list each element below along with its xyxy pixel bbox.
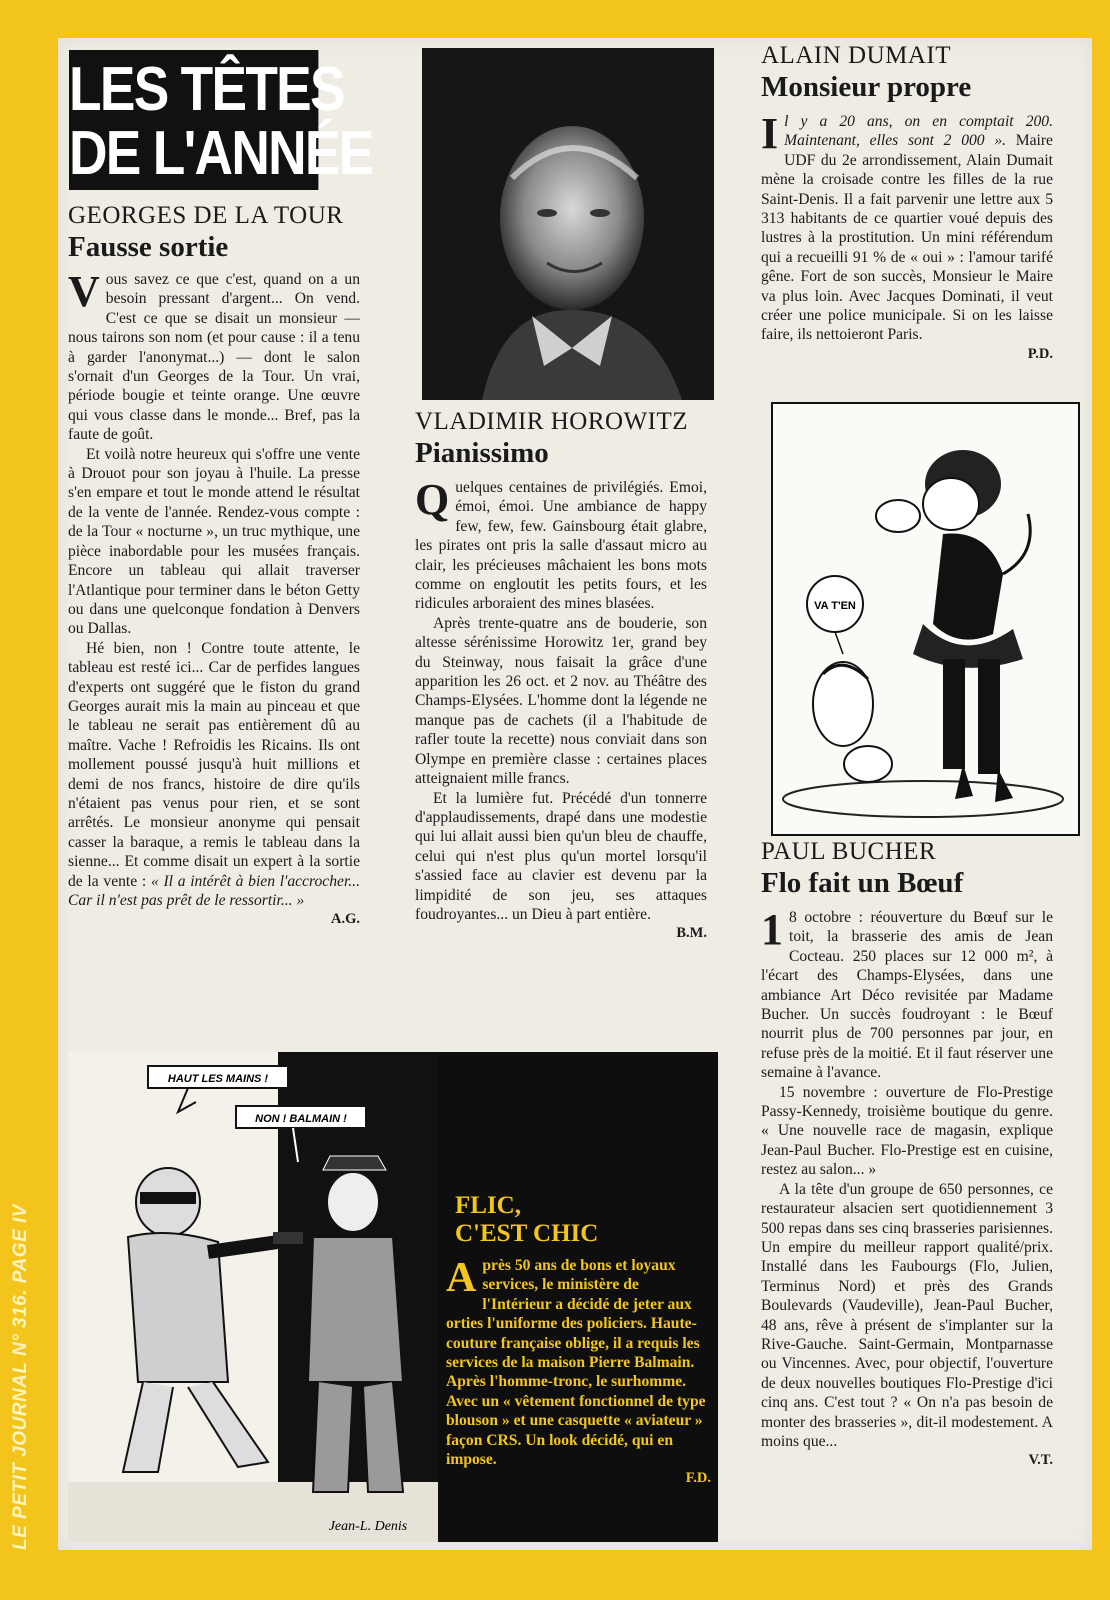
banner-line-2: DE L'ANNÉE <box>69 119 373 188</box>
dumait-headline: Monsieur propre <box>761 71 972 103</box>
bucher-headline: Flo fait un Bœuf <box>761 867 964 899</box>
latour-dropcap: V <box>68 267 100 316</box>
horowitz-dropcap: Q <box>415 475 450 524</box>
dumait-signature: P.D. <box>1027 345 1053 362</box>
dumait-kicker: ALAIN DUMAIT <box>761 42 951 69</box>
horowitz-kicker: VLADIMIR HOROWITZ <box>415 408 689 435</box>
latour-p1: ous savez ce que c'est, quand on a un besoin pressant d'argent... On vend. C'est ce que se disait un monsieur — nous tairons son nom (et pour cause : il a tenu à garder l'anonymat...) — dont le salon s'ornait d'un Georges de la Tour. Un vrai, période bougie et teinte orange. Une œuvre qui vous classe dans le monde... Bref, pas la faute de goût. <box>68 271 360 444</box>
horowitz-photo <box>422 48 714 400</box>
latour-quote: « Il a intérêt à bien l'accrocher... Car il n'est pas prêt de le ressortir... » <box>68 872 360 909</box>
flic-signature: F.D. <box>685 1470 711 1487</box>
cartoon-illustration <box>773 404 1078 834</box>
latour-body <box>68 267 360 930</box>
dumait-body <box>761 109 1053 364</box>
newspaper-page <box>58 38 1092 1550</box>
horowitz-p2: Après trente-quatre ans de bouderie, son altesse sérénissime Horowitz 1er, grand bey du Steinway, nous faisait la grâce d'une apparition les 26 oct. et 2 nov. au Théâtre des Champs-Elysées. L'homme dont la légende ne manque pas de cachets (il a l'habitude de rafler toute la recette) nous conviait dans son Olympe en première classe : certaines places atteignaient mille francs. <box>415 614 707 788</box>
bubble-non-balmain: NON ! BALMAIN ! <box>255 1113 347 1125</box>
bucher-p1: 8 octobre : réouverture du Bœuf sur le toit, la brasserie des amis de Jean Cocteau. 250 places sur 12 000 m², à l'écart des Champs-Elysées, dans une ambiance Art Déco revisitée par Madame Bucher. Un succès foudroyant : le Bœuf nourrit plus de 700 personnes par jour, en refuse près de la moitié. Et il faut réserver une semaine à l'avance. <box>761 909 1053 1082</box>
portrait-illustration <box>422 48 714 400</box>
cartoon-frame <box>771 402 1080 836</box>
latour-p2: Et voilà notre heureux qui s'offre une vente à Drouot pour son joyau à l'huile. La presse s'en empare et tout le monde attend le résultat de la vente de l'année. Rendez-vous compte : de la Tour « nocturne », un truc mythique, une pièce inabordable pour les musées français. Encore un tableau qui allait traverser l'Atlantique pour terminer dans le béton Getty ou dans une quelconque fondation à Denvers ou Dallas. <box>68 445 360 638</box>
horowitz-p3: Et la lumière fut. Précédé d'un tonnerre d'applaudissements, drapé dans une modestie qui lui allait aussi bien qu'un bleu de chauffe, celui qui n'est plus qu'un mortel lorsqu'il s'assied face au clavier est devenu par la limpidité de son jeu, ses attaques foudroyantes... un Dieu à part entière. <box>415 789 707 923</box>
horowitz-p1: uelques centaines de privilégiés. Emoi, émoi, émoi. Une ambiance de happy few, few, few. Gainsbourg était glabre, les pirates ont pris la salle d'assaut micro au clair, les précieuses mâchaient les bons mots comme on engloutit les petits fours, et les ridicules arboraient des mines blasées. <box>415 479 707 613</box>
latour-signature: A.G. <box>331 911 360 928</box>
flic-text: près 50 ans de bons et loyaux services, le ministère de l'Intérieur a décidé de jeter aux orties l'uniforme des policiers. Haute-couture française oblige, il a requis les services de la maison Pierre Balmain. Après l'homme-tronc, le surhomme. Avec un « vêtement fonctionnel de type blouson » et une casquette « aviateur » façon CRS. Un look décidé, qui en impose. <box>446 1257 706 1469</box>
flic-box <box>68 1052 718 1542</box>
banner-line-1: LES TÊTES <box>69 55 344 124</box>
flic-title <box>455 1192 598 1248</box>
bucher-signature: V.T. <box>1028 1452 1053 1469</box>
bucher-p3: A la tête d'un groupe de 650 personnes, ce restaurateur alsacien sert quotidiennement 3 500 repas dans ses cinq brasseries parisiennes. Un empire du meilleur rapport qualité/prix. Installé dans les Faubourgs (Flo, Julien, Terminus Nord) et près des Grands Boulevards (Vaudeville), Jean-Paul Bucher, 48 ans, rêve à présent de s'implanter sur la Rive-Gauche. Saint-Germain, Montparnasse ou Vincennes. Avec, pour objectif, l'ouverture de deux nouvelles boutiques Flo-Prestige d'ici cinq ans. C'est tout ? « On n'a pas besoin de monter des brasseries », dit-il modestement. A moins que... <box>761 1180 1053 1450</box>
bucher-body <box>761 905 1053 1471</box>
bubble-haut-les-mains: HAUT LES MAINS ! <box>167 1073 269 1085</box>
dumait-lead-quote: l y a 20 ans, on en comptait 200. Maintenant, elles sont 2 000 ». <box>784 113 1053 150</box>
flic-title-line-2: C'EST CHIC <box>455 1220 599 1247</box>
dumait-p1: Maire UDF du 2e arrondissement, Alain Dumait mène la croisade contre les filles de la rue Saint-Denis. Il a fait parvenir une lettre aux 5 313 habitants de ce quartier voué depuis des lustres à la prostitution. Un mini référendum qui a recueilli 91 % de « oui » : l'amour tarifé gêne. Fort de son succès, Monsieur le Maire va plus loin. Avec Jacques Dominati, il veut créer une police municipale. Si on les laisse faire, ils nettoieront Paris. <box>761 132 1053 344</box>
section-banner <box>69 50 373 190</box>
flic-title-line-1: FLIC, <box>455 1192 521 1219</box>
police-cartoon <box>68 1052 438 1542</box>
latour-kicker: GEORGES DE LA TOUR <box>68 202 344 229</box>
flic-body <box>446 1256 711 1489</box>
bucher-dropcap: 1 <box>761 905 783 954</box>
latour-p3: Hé bien, non ! Contre toute attente, le tableau est resté ici... Car de perfides langues d'experts ont suggéré que le fiston du grand Georges aurait mis la main au pinceau et que le tableau ne serait pas entièrement dû au maître. Vache ! Refroidis les Ricains. Ils ont mollement poussé jusqu'à huit millions et demi de nos francs, histoire de dire qu'ils n'étaient pas venus pour rien, et se sont arrêtés. Le monsieur anonyme qui pensait casser la baraque, a remis le tableau dans la sienne... Et comme disait un expert à la sortie de la vente : <box>68 639 360 890</box>
cartoon-speech: VA T'EN <box>814 600 856 612</box>
latour-headline: Fausse sortie <box>68 231 229 263</box>
horowitz-signature: B.M. <box>676 925 707 942</box>
artist-signature: Jean-L. Denis <box>328 1519 408 1534</box>
dumait-dropcap: I <box>761 109 779 158</box>
page-footer-label: LE PETIT JOURNAL N° 316. PAGE IV <box>10 1204 31 1550</box>
flic-dropcap: A <box>446 1255 477 1301</box>
horowitz-body <box>415 475 707 944</box>
bucher-p2: 15 novembre : ouverture de Flo-Prestige Passy-Kennedy, troisième boutique du genre. « Une nouvelle race de magasin, explique Jean-Paul Bucher. Flo-Prestige est en cuisine, restez au salon... » <box>761 1083 1053 1179</box>
bucher-kicker: PAUL BUCHER <box>761 838 937 865</box>
horowitz-headline: Pianissimo <box>415 437 549 469</box>
